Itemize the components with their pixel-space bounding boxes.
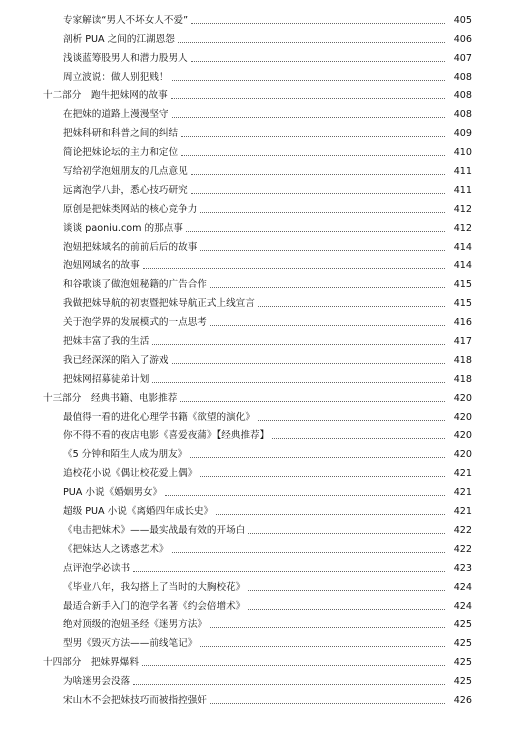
toc-entry-row[interactable] <box>0 310 519 329</box>
toc-page-number: 423 <box>453 562 472 574</box>
toc-entry-row[interactable] <box>0 499 519 518</box>
dot-leader <box>200 476 445 477</box>
toc-section-row[interactable] <box>0 650 519 669</box>
toc-entry-title: 《5 分钟和陌生人成为朋友》 <box>63 449 188 461</box>
toc-entry-row[interactable] <box>0 424 519 443</box>
toc-entry-row[interactable] <box>0 197 519 216</box>
toc-section-row[interactable] <box>0 84 519 103</box>
dot-leader <box>152 344 445 345</box>
toc-entry-row[interactable] <box>0 272 519 291</box>
toc-entry-title: 浅谈蓝筹股男人和潜力股男人 <box>63 52 188 64</box>
toc-page-number: 412 <box>453 203 472 215</box>
toc-entry-title: 绝对顶级的泡妞圣经《迷男方法》 <box>63 619 207 631</box>
toc-page-number: 426 <box>453 694 472 706</box>
toc-entry-row[interactable] <box>0 613 519 632</box>
toc-section-title: 十三部分 经典书籍、电影推荐 <box>43 392 178 404</box>
toc-page-number: 420 <box>453 411 472 423</box>
toc-entry-row[interactable] <box>0 159 519 178</box>
toc-entry-row[interactable] <box>0 140 519 159</box>
toc-entry-row[interactable] <box>0 46 519 65</box>
toc-page-number: 420 <box>453 430 472 442</box>
toc-entry-title: 型男《毁灭方法——前线笔记》 <box>63 638 198 650</box>
toc-page-number: 414 <box>453 241 472 253</box>
toc-page-number: 406 <box>453 33 472 45</box>
dot-leader <box>200 212 445 213</box>
toc-entry-row[interactable] <box>0 102 519 121</box>
dot-leader <box>191 174 445 175</box>
dot-leader <box>191 23 445 24</box>
toc-entry-title: 泡妞把妹域名的前前后后的故事 <box>63 241 198 253</box>
dot-leader <box>133 571 445 572</box>
toc-page-number: 421 <box>453 506 472 518</box>
toc-page-number: 408 <box>453 71 472 83</box>
toc-entry-title: 最适合新手入门的泡学名著《约会倍增术》 <box>63 600 246 612</box>
toc-page-number: 415 <box>453 298 472 310</box>
toc-section-title: 十四部分 把妹界爆料 <box>43 657 139 669</box>
dot-leader <box>133 684 445 685</box>
toc-page-number: 422 <box>453 524 472 536</box>
toc-page-number: 411 <box>453 166 472 178</box>
toc-entry-row[interactable] <box>0 254 519 273</box>
dot-leader <box>152 382 445 383</box>
toc-page-number: 425 <box>453 638 472 650</box>
toc-entry-title: 你不得不看的夜店电影《喜爱夜蒲》【经典推荐】 <box>63 430 270 442</box>
toc-page-number: 418 <box>453 373 472 385</box>
dot-leader <box>142 665 445 666</box>
dot-leader <box>172 80 445 81</box>
toc-page-number: 407 <box>453 52 472 64</box>
toc-entry-row[interactable] <box>0 480 519 499</box>
toc-entry-title: 在把妹的道路上漫漫坚守 <box>63 109 169 121</box>
dot-leader <box>248 590 445 591</box>
dot-leader <box>172 117 445 118</box>
toc-entry-row[interactable] <box>0 669 519 688</box>
dot-leader <box>181 155 445 156</box>
toc-entry-title: 周立波说：做人别犯贱！ <box>63 71 169 83</box>
dot-leader <box>180 401 445 402</box>
dot-leader <box>248 609 445 610</box>
toc-entry-title: 关于泡学界的发展模式的一点思考 <box>63 317 207 329</box>
toc-entry-title: 《把妹达人之诱惑艺术》 <box>63 543 169 555</box>
toc-entry-title: 把妹丰富了我的生活 <box>63 336 150 348</box>
dot-leader <box>171 98 445 99</box>
toc-entry-title: 追校花小说《偶让校花爱上偶》 <box>63 468 198 480</box>
toc-entry-title: 《电击把妹术》——最实战最有效的开场白 <box>63 524 246 536</box>
toc-page-number: 405 <box>453 14 472 26</box>
toc-entry-row[interactable] <box>0 216 519 235</box>
toc-page-number: 420 <box>453 392 472 404</box>
dot-leader <box>172 552 445 553</box>
toc-page-number: 412 <box>453 222 472 234</box>
toc-page-number: 425 <box>453 619 472 631</box>
toc-page-number: 408 <box>453 109 472 121</box>
toc-entry-title: 我已经深深的陷入了游戏 <box>63 354 169 366</box>
toc-entry-row[interactable] <box>0 27 519 46</box>
toc-entry-title: 原创是把妹类网站的核心竞争力 <box>63 203 198 215</box>
dot-leader <box>210 703 445 704</box>
dot-leader <box>191 193 445 194</box>
dot-leader <box>200 250 445 251</box>
toc-entry-row[interactable] <box>0 235 519 254</box>
dot-leader <box>258 306 445 307</box>
toc-entry-title: 为啥迷男会没落 <box>63 676 131 688</box>
toc-page-number: 410 <box>453 147 472 159</box>
toc-entry-title: 《毕业八年，我勾搭上了当时的大胸校花》 <box>63 581 246 593</box>
toc-entry-row[interactable] <box>0 631 519 650</box>
toc-page-number: 425 <box>453 657 472 669</box>
toc-entry-row[interactable] <box>0 688 519 707</box>
toc-page-number: 414 <box>453 260 472 272</box>
toc-entry-row[interactable] <box>0 121 519 140</box>
toc-page-number: 418 <box>453 354 472 366</box>
toc-entry-row[interactable] <box>0 348 519 367</box>
toc-entry-title: 和谷歌谈了做泡妞秘籍的广告合作 <box>63 279 207 291</box>
toc-entry-row[interactable] <box>0 291 519 310</box>
dot-leader <box>181 136 445 137</box>
toc-page-number: 421 <box>453 468 472 480</box>
toc-entry-row[interactable] <box>0 405 519 424</box>
toc-entry-row[interactable] <box>0 594 519 613</box>
toc-entry-title: 谈谈 paoniu.com 的那点事 <box>63 222 183 234</box>
toc-entry-row[interactable] <box>0 442 519 461</box>
toc-entry-title: PUA 小说《婚姻男女》 <box>63 487 163 499</box>
toc-entry-title: 远离泡学八卦，悉心技巧研究 <box>63 184 188 196</box>
toc-page-number: 421 <box>453 487 472 499</box>
toc-entry-row[interactable] <box>0 461 519 480</box>
toc-page-number: 416 <box>453 317 472 329</box>
dot-leader <box>210 627 445 628</box>
toc-entry-row[interactable] <box>0 367 519 386</box>
dot-leader <box>172 363 445 364</box>
toc-page-number: 417 <box>453 336 472 348</box>
toc-entry-row[interactable] <box>0 518 519 537</box>
toc-page-number: 409 <box>453 128 472 140</box>
toc-page-number: 424 <box>453 581 472 593</box>
toc-page-number: 420 <box>453 449 472 461</box>
dot-leader <box>258 420 445 421</box>
toc-entry-row[interactable] <box>0 329 519 348</box>
dot-leader <box>248 533 445 534</box>
table-of-contents <box>0 8 519 707</box>
toc-entry-row[interactable] <box>0 178 519 197</box>
dot-leader <box>216 514 445 515</box>
toc-entry-row[interactable] <box>0 65 519 84</box>
toc-entry-title: 我做把妹导航的初衷暨把妹导航正式上线宣言 <box>63 298 255 310</box>
toc-entry-title: 把妹网招募徒弟计划 <box>63 373 150 385</box>
toc-entry-row[interactable] <box>0 8 519 27</box>
toc-section-title: 十二部分 跑牛把妹网的故事 <box>43 90 168 102</box>
toc-entry-title: 剖析 PUA 之间的江湖恩怨 <box>63 33 175 45</box>
dot-leader <box>191 61 445 62</box>
dot-leader <box>165 495 445 496</box>
toc-entry-title: 宋山木不会把妹技巧而被指控强奸 <box>63 694 207 706</box>
toc-entry-title: 写给初学泡妞朋友的几点意见 <box>63 166 188 178</box>
toc-entry-title: 简论把妹论坛的主力和定位 <box>63 147 179 159</box>
dot-leader <box>210 325 445 326</box>
dot-leader <box>200 646 445 647</box>
toc-page-number: 425 <box>453 676 472 688</box>
toc-entry-title: 泡妞网域名的故事 <box>63 260 140 272</box>
toc-page-number: 411 <box>453 184 472 196</box>
dot-leader <box>190 457 445 458</box>
dot-leader <box>178 42 445 43</box>
toc-entry-row[interactable] <box>0 537 519 556</box>
toc-entry-title: 点评泡学必读书 <box>63 562 131 574</box>
toc-entry-title: 把妹科研和科普之间的纠结 <box>63 128 179 140</box>
dot-leader <box>210 287 445 288</box>
toc-section-row[interactable] <box>0 386 519 405</box>
toc-page-number: 424 <box>453 600 472 612</box>
toc-entry-title: 专家解读“男人不坏女人不爱” <box>63 14 189 26</box>
toc-page-number: 408 <box>453 90 472 102</box>
dot-leader <box>143 268 445 269</box>
toc-page-number: 422 <box>453 543 472 555</box>
toc-entry-row[interactable] <box>0 575 519 594</box>
dot-leader <box>186 231 445 232</box>
toc-entry-title: 超级 PUA 小说《离婚四年成长史》 <box>63 506 214 518</box>
dot-leader <box>272 438 445 439</box>
toc-entry-title: 最值得一看的进化心理学书籍《欲望的演化》 <box>63 411 255 423</box>
toc-page-number: 415 <box>453 279 472 291</box>
toc-entry-row[interactable] <box>0 556 519 575</box>
